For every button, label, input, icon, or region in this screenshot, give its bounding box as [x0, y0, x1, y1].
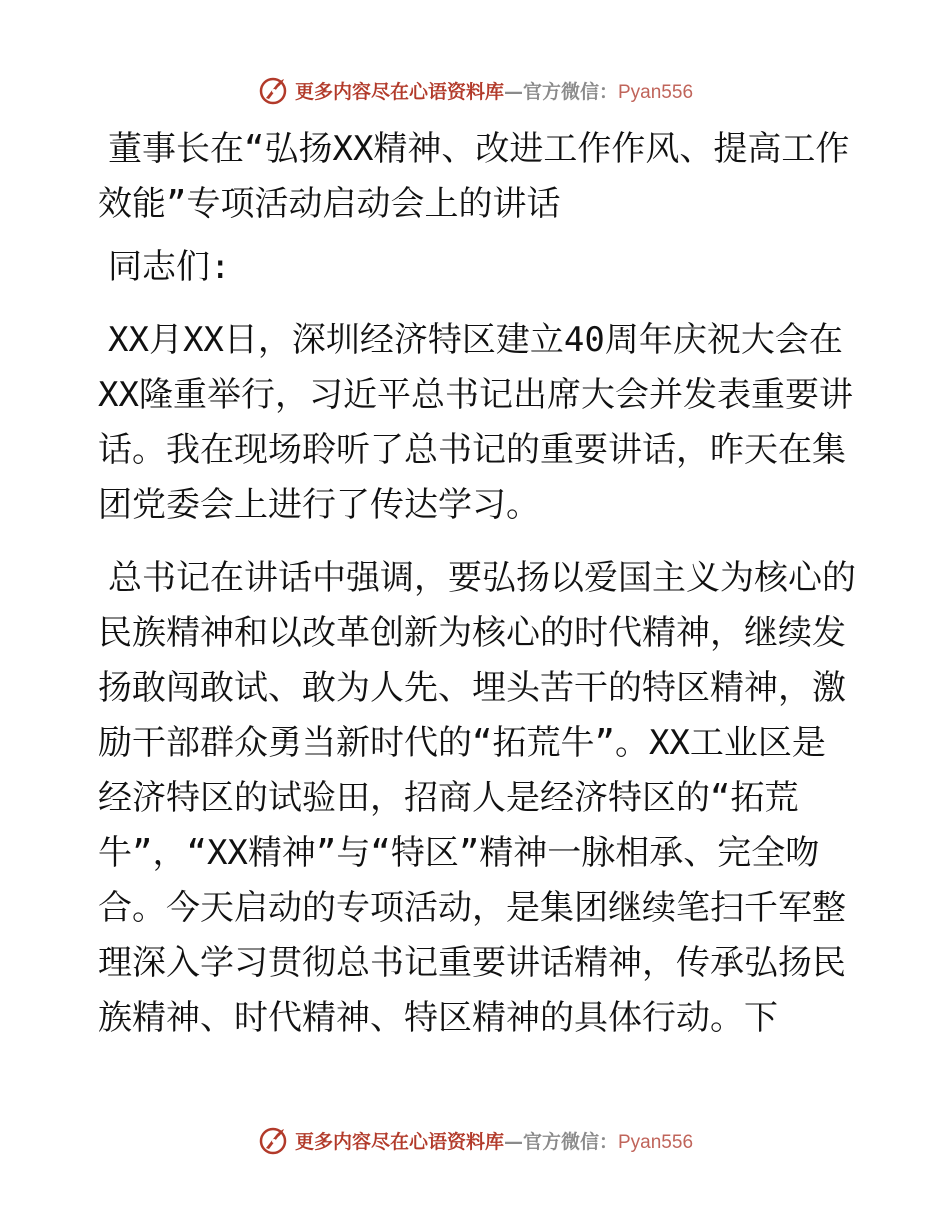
watermark-site-text: 更多内容尽在心语资料库	[294, 80, 504, 103]
watermark-text	[295, 77, 693, 104]
watermark-site-text: 更多内容尽在心语资料库	[294, 1130, 504, 1153]
watermark-wechat-id: Pyan556	[618, 1131, 694, 1153]
document-title: 董事长在“弘扬XX精神、改进工作作风、提高工作效能”专项活动启动会上的讲话	[98, 129, 850, 224]
watermark-dash: —	[503, 80, 523, 103]
quill-logo-icon	[257, 1124, 289, 1156]
document-body	[98, 118, 858, 1046]
watermark-text	[295, 1127, 693, 1154]
paragraph-1: XX月XX日，深圳经济特区建立40周年庆祝大会在XX隆重举行，习近平总书记出席大会并发表重要讲话。我在现场聆听了总书记的重要讲话，昨天在集团党委会上进行了传达学习。	[98, 320, 853, 525]
watermark-wechat-label: 官方微信：	[522, 1130, 618, 1153]
paragraph-2: 总书记在讲话中强调，要弘扬以爱国主义为核心的民族精神和以改革创新为核心的时代精神，继续发扬敢闯敢试、敢为人先、埋头苦干的特区精神，激励干部群众勇当新时代的“拓荒牛”。XX工业区是经济特区的试验田，招商人是经济特区的“拓荒牛”，“XX精神”与“特区”精神一脉相承、完全吻合。今天启动的专项活动，是集团继续笔扫千军整理深入学习贯彻总书记重要讲话精神，传承弘扬民族精神、时代精神、特区精神的具体行动。下	[98, 558, 856, 1038]
watermark-banner-bottom	[0, 1120, 950, 1160]
watermark-wechat-id: Pyan556	[618, 81, 694, 103]
watermark-dash: —	[503, 1130, 523, 1153]
watermark-banner-top	[0, 70, 950, 110]
quill-logo-icon	[257, 74, 289, 106]
watermark-wechat-label: 官方微信：	[522, 80, 618, 103]
greeting: 同志们:	[108, 247, 231, 287]
